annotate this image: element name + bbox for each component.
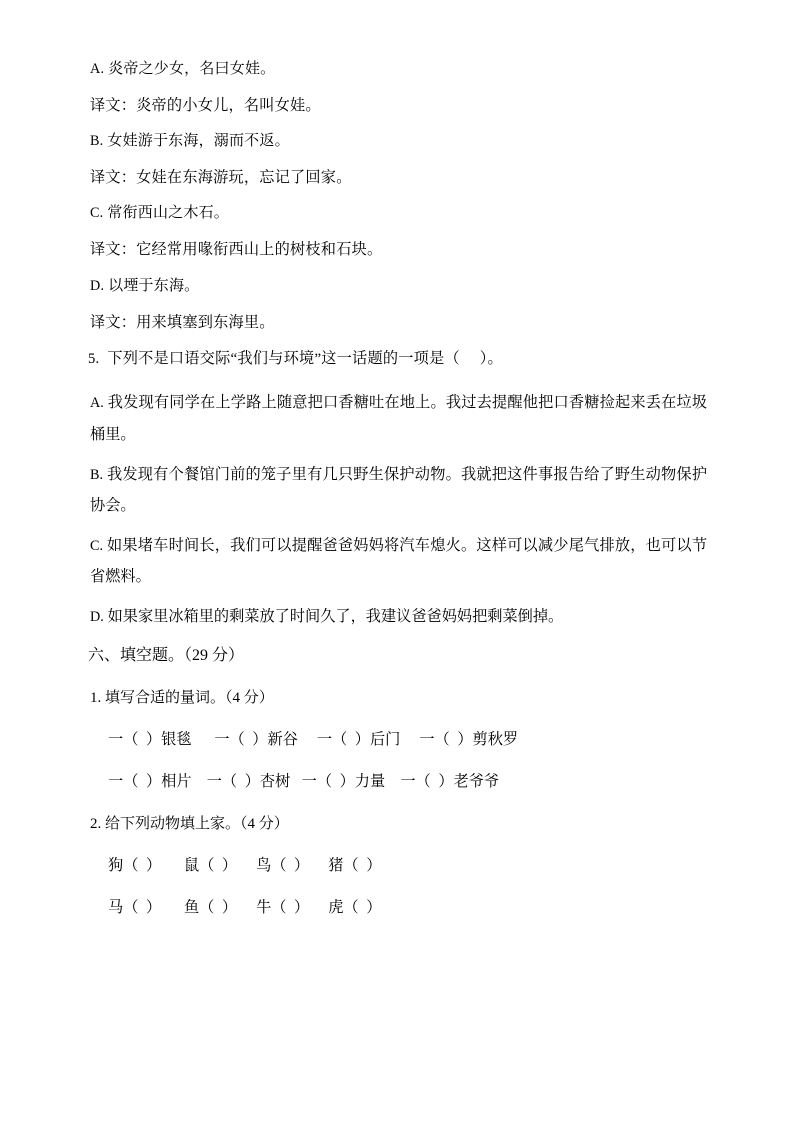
option-text-c: 常衔西山之木石。: [107, 205, 229, 222]
q5-option-label-b: B.: [90, 466, 104, 483]
measure-word-row-2: 一（ ）相片 一（ ）杏树 一（ ）力量 一（ ）老爷爷: [108, 772, 500, 790]
section-6-sub-2-title: 2. 给下列动物填上家。（4 分）: [90, 815, 289, 832]
translation-d: 译文：用来填塞到东海里。: [90, 313, 275, 331]
q5-option-text-b: 我发现有个餐馆门前的笼子里有几只野生保护动物。我就把这件事报告给了野生动物保护协会。: [90, 465, 708, 514]
q5-option-text-c: 如果堵车时间长，我们可以提醒爸爸妈妈将汽车熄火。这样可以减少尾气排放，也可以节省燃料。: [90, 537, 708, 586]
measure-word-row-1: 一（ ）银毯 一（ ）新谷 一（ ）后门 一（ ）剪秋罗: [108, 730, 519, 748]
section-6-title: 六、填空题。（29 分）: [88, 646, 245, 664]
answer-option-b: [88, 134, 707, 149]
q5-option-label-d: D.: [90, 609, 104, 626]
animal-home-row-2: 马（ ） 鱼（ ） 牛（ ） 虎（ ）: [108, 898, 382, 916]
answer-option-a: [88, 62, 707, 77]
option-label-b: B.: [90, 133, 104, 150]
option-text-a: 炎帝之少女，名曰女娃。: [108, 61, 276, 77]
q5-option-label-c: C.: [90, 538, 104, 555]
q5-option-label-a: A.: [90, 395, 104, 412]
question-5-option-a: [88, 387, 707, 449]
q5-option-text-a: 我发现有同学在上学路上随意把口香糖吐在地上。我过去提醒他把口香糖捡起来丢在垃圾桶里。: [90, 394, 708, 443]
q5-option-text-d: 如果家里冰箱里的剩菜放了时间久了，我建议爸爸妈妈把剩菜倒掉。: [107, 608, 564, 626]
question-5-option-b: [88, 459, 707, 521]
question-5-option-d: [88, 601, 707, 632]
option-text-b: 女娃游于东海，溺而不返。: [107, 133, 290, 150]
animal-home-row-1: 狗（ ） 鼠（ ） 鸟（ ） 猪（ ）: [108, 856, 382, 874]
option-label-a: A.: [90, 61, 105, 77]
translation-c: 译文：它经常用喙衔西山上的树枝和石块。: [90, 241, 383, 259]
translation-a: 译文：炎帝的小女儿，名叫女娃。: [90, 97, 321, 114]
section-6-sub-1-title: 1. 填写合适的量词。（4 分）: [90, 689, 274, 706]
question-5-stem: [88, 351, 707, 367]
question-5-text: 下列不是口语交际“我们与环境”这一话题的一项是（ ）。: [107, 349, 503, 367]
question-5-number: 5.: [88, 350, 100, 367]
option-text-d: 以堙于东海。: [108, 277, 200, 294]
option-label-d: D.: [90, 277, 105, 294]
answer-option-d: [88, 279, 707, 294]
question-5-option-c: [88, 530, 707, 592]
translation-b: 译文：女娃在东海游玩，忘记了回家。: [90, 169, 352, 187]
answer-option-c: [88, 206, 707, 221]
option-label-c: C.: [90, 205, 104, 222]
